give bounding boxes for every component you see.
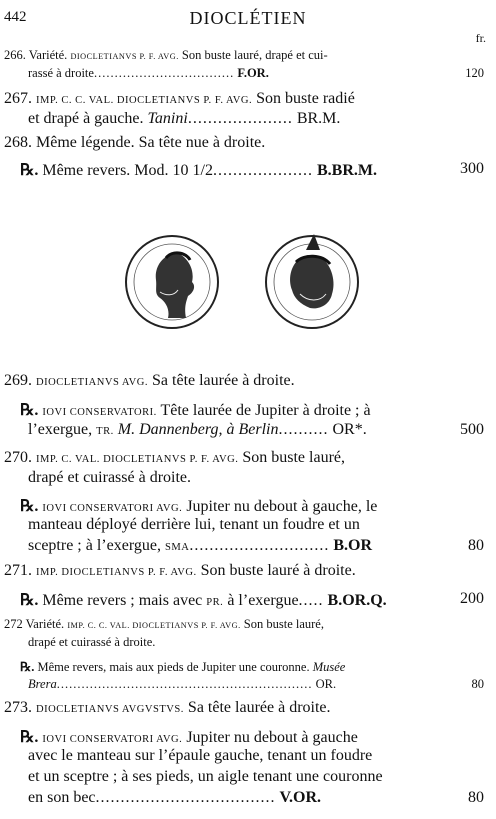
entry-text: drapé et cuirassé à droite. — [28, 469, 192, 486]
entry-270-line-2 — [4, 469, 492, 487]
price: 80 — [468, 537, 484, 554]
entry-number: 273. — [4, 699, 32, 716]
dot-leader: ............................ — [189, 537, 330, 554]
collection-name: Tanini — [147, 110, 188, 127]
entry-270-line-3 — [4, 496, 492, 516]
reverse-symbol: ℞. — [20, 498, 39, 515]
rarity-metal-mark: F.OR. — [237, 66, 269, 80]
entry-273-line-1 — [4, 699, 492, 717]
reverse-symbol: ℞. — [20, 162, 39, 179]
entry-text: avec le manteau sur l’épaule gauche, tenant un foudre — [28, 747, 373, 764]
entry-text: Variété. — [28, 48, 68, 62]
coin-engravings — [124, 232, 364, 332]
entry-text: Jupiter nu debout à gauche — [186, 729, 358, 746]
price: 300 — [460, 160, 484, 177]
entry-272-line-2 — [4, 635, 492, 650]
price: 120 — [465, 66, 484, 80]
entry-266-line-2 — [4, 66, 492, 81]
entry-270-line-1 — [4, 449, 492, 467]
rarity-metal-mark: V.OR. — [279, 789, 322, 806]
entry-text: sceptre ; à l’exergue, — [28, 537, 161, 554]
entry-273-line-2 — [4, 727, 492, 747]
entry-273-line-5 — [4, 789, 492, 807]
rarity-metal-mark: BR.M. — [296, 110, 341, 127]
entry-text: rassé à droite — [28, 66, 94, 80]
legend-smallcaps: PR. — [206, 597, 224, 608]
entry-text: Son buste lauré à droite. — [200, 562, 356, 579]
entry-text: drapé et cuirassé à droite. — [28, 635, 156, 649]
obverse-coin — [126, 236, 218, 328]
entry-text: Son buste lauré, drapé et cui- — [181, 48, 328, 62]
entry-text: l’exergue, — [28, 421, 93, 438]
dot-leader: ..... — [298, 592, 324, 609]
price: 200 — [460, 590, 484, 607]
entry-text: Sa tête laurée à droite. — [152, 372, 295, 389]
legend-smallcaps: SMA — [164, 542, 190, 553]
page-number: 442 — [4, 9, 27, 25]
dot-leader: .................................... — [95, 789, 276, 806]
legend-smallcaps: TR. — [96, 426, 114, 437]
price-column-label: fr. — [475, 31, 486, 45]
collection-name: Musée — [312, 660, 346, 674]
reverse-symbol: ℞. — [20, 729, 39, 746]
entry-271-line-2 — [4, 590, 492, 610]
entry-text: Son buste radié — [256, 90, 355, 107]
entry-text: à l’exergue — [227, 592, 299, 609]
legend-smallcaps: IMP. C. C. VAL. DIOCLETIANVS P. F. AVG. — [36, 95, 253, 106]
rarity-metal-mark: B.OR — [333, 537, 373, 554]
reverse-coin — [266, 234, 358, 328]
dot-leader: .......... — [278, 421, 329, 438]
legend-smallcaps: IMP. C. C. VAL. DIOCLETIANVS P. F. AVG. — [67, 621, 241, 630]
entry-271-line-1 — [4, 562, 492, 580]
entry-text: en son bec — [28, 789, 96, 806]
entry-270-line-4 — [4, 516, 492, 534]
entry-number: 266. — [4, 48, 26, 62]
rarity-metal-mark: OR*. — [332, 421, 367, 438]
entry-267-line-2 — [4, 110, 492, 128]
legend-smallcaps: IMP. C. VAL. DIOCLETIANVS P. F. AVG. — [36, 454, 239, 465]
entry-269-line-3 — [4, 421, 492, 439]
entry-text: Même revers. Mod. 10 1/2 — [42, 162, 213, 179]
entry-number: 268. — [4, 134, 32, 151]
entry-text: manteau déployé derrière lui, tenant un foudre et un — [28, 516, 360, 533]
entry-273-line-4 — [4, 768, 492, 786]
entry-number: 270. — [4, 449, 32, 466]
entry-text: Même légende. Sa tête nue à droite. — [36, 134, 266, 151]
entry-number: 272 — [4, 617, 23, 631]
entry-text: Sa tête laurée à droite. — [187, 699, 331, 716]
legend-smallcaps: IOVI CONSERVATORI AVG. — [42, 734, 183, 745]
dot-leader: .................... — [212, 162, 313, 179]
entry-text: Même revers, mais aux pieds de Jupiter une couronne. — [37, 660, 310, 674]
entry-269-line-2 — [4, 400, 492, 420]
legend-smallcaps: DIOCLETIANVS AVGVSTVS. — [36, 704, 184, 715]
collection-name: M. Dannenberg, à Berlin — [117, 421, 279, 438]
dot-leader: .............................................................. — [56, 677, 313, 691]
legend-smallcaps: IOVI CONSERVATORI AVG. — [42, 503, 183, 514]
entry-number: 271. — [4, 562, 32, 579]
dot-leader: ..................... — [187, 110, 293, 127]
entry-text: Son buste lauré, — [242, 449, 345, 466]
reverse-symbol: ℞. — [20, 402, 39, 419]
legend-smallcaps: DIOCLETIANVS AVG. — [36, 377, 149, 388]
entry-text: Tête laurée de Jupiter à droite ; à — [160, 402, 371, 419]
entry-number: 267. — [4, 90, 32, 107]
rarity-metal-mark: B.BR.M. — [316, 162, 377, 179]
entry-270-line-5 — [4, 537, 492, 555]
entry-266-line-1 — [4, 48, 492, 63]
entry-267-line-1 — [4, 90, 492, 108]
entry-268-line-1 — [4, 134, 492, 152]
entry-text: Variété. — [25, 617, 65, 631]
entry-272-line-4 — [4, 677, 492, 692]
legend-smallcaps: DIOCLETIANVS P. F. AVG. — [70, 52, 179, 61]
legend-smallcaps: IOVI CONSERVATORI. — [42, 407, 157, 418]
entry-text: Son buste lauré, — [243, 617, 324, 631]
legend-smallcaps: IMP. DIOCLETIANVS P. F. AVG. — [36, 567, 197, 578]
collection-name: Brera — [28, 677, 57, 691]
entry-text: et un sceptre ; à ses pieds, un aigle tenant une couronne — [28, 768, 383, 785]
reverse-symbol: ℞. — [20, 592, 39, 609]
entry-text: et drapé à gauche. — [28, 110, 144, 127]
entry-text: Jupiter nu debout à gauche, le — [186, 498, 378, 515]
entry-272-line-3 — [4, 659, 492, 675]
entry-number: 269. — [4, 372, 32, 389]
entry-272-line-1 — [4, 617, 492, 632]
price: 500 — [460, 421, 484, 438]
entry-269-line-1 — [4, 372, 492, 390]
price: 80 — [468, 789, 484, 806]
running-head: DIOCLÉTIEN — [189, 8, 307, 28]
reverse-symbol: ℞. — [20, 660, 35, 674]
entry-273-line-3 — [4, 747, 492, 765]
price: 80 — [471, 677, 484, 691]
dot-leader: .................................. — [93, 66, 235, 80]
entry-text: Même revers ; mais avec — [42, 592, 203, 609]
rarity-metal-mark: B.OR.Q. — [327, 592, 387, 609]
entry-268-line-2 — [4, 160, 492, 180]
rarity-metal-mark: OR. — [315, 677, 337, 691]
